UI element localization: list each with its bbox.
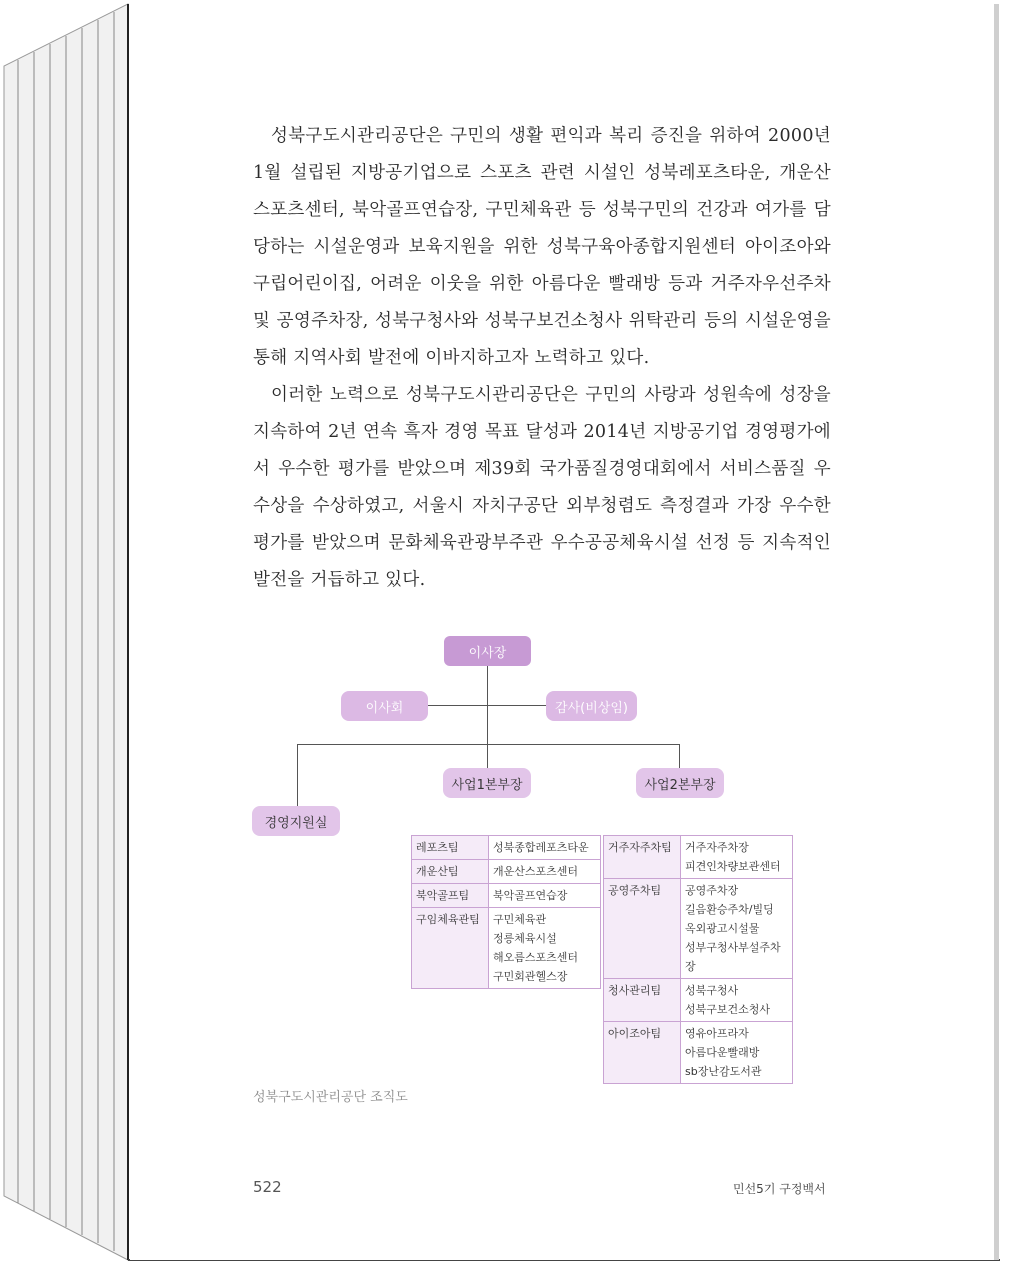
facility-cell: 성북종합레포츠타운 <box>489 836 601 860</box>
facility-item: 영유아프라자 <box>685 1027 749 1040</box>
hq2-box: 사업2본부장 <box>636 768 724 798</box>
facility-item: 정릉체육시설 <box>493 932 557 945</box>
facility-item: 성부구청사부설주차장 <box>685 941 781 973</box>
table-row <box>412 836 601 860</box>
body-paragraph-1: 성북구도시관리공단은 구민의 생활 편익과 복리 증진을 위하여 2000년 1월 설립된 지방공기업으로 스포츠 관련 시설인 성북레포츠타운, 개운산 스포츠센터, 북악골프연습장, 구민체육관 등 성북구민의 건강과 여가를 담당하는 시설운영과 보육지원을 위한 성북구육아종합지원센터 아이조아와 구립어린이집, 어려운 이웃을 위한 아름다운 빨래방 등과 거주자우선주차 및 공영주차장, 성북구청사와 성북구보건소청사 위탁관리 등의 시설운영을 통해 지역사회 발전에 이바지하고자 노력하고 있다. <box>253 126 831 368</box>
team-cell: 거주자주차팀 <box>604 836 681 879</box>
auditor-box: 감사(비상임) <box>546 691 637 721</box>
facility-cell <box>681 979 793 1022</box>
facility-cell: 북악골프연습장 <box>489 884 601 908</box>
team-cell: 북악골프팀 <box>412 884 489 908</box>
facility-item: 옥외광고시설물 <box>685 922 760 935</box>
team-cell: 아이조아팀 <box>604 1022 681 1084</box>
table-row <box>604 1022 793 1084</box>
facility-cell <box>681 1022 793 1084</box>
connector-branch-horizontal <box>297 744 680 745</box>
team-cell: 공영주차팀 <box>604 879 681 979</box>
facility-item: 아름다운빨래방 <box>685 1046 760 1059</box>
body-paragraph-2: 이러한 노력으로 성북구도시관리공단은 구민의 사랑과 성원속에 성장을 지속하여 2년 연속 흑자 경영 목표 달성과 2014년 지방공기업 경영평가에서 우수한 평가를 받았으며 제39회 국가품질경영대회에서 서비스품질 우수상을 수상하였고, 서울시 자치구공단 외부청렴도 측정결과 가장 우수한 평가를 받았으며 문화체육관광부주관 우수공공체육시설 선정 등 지속적인 발전을 거듭하고 있다. <box>253 385 831 590</box>
facility-item: 길음환승주차/빌딩 <box>685 903 774 916</box>
facility-item: sb장난감도서관 <box>685 1065 762 1078</box>
facility-cell: 개운산스포츠센터 <box>489 860 601 884</box>
team-cell: 레포츠팀 <box>412 836 489 860</box>
facility-cell <box>489 908 601 989</box>
connector-chairman-vertical <box>487 665 488 769</box>
facility-item: 구민체육관 <box>493 913 547 926</box>
hq2-teams-table <box>603 835 793 1084</box>
running-head: 민선5기 구정백서 <box>733 1182 826 1196</box>
facility-item: 해오름스포츠센터 <box>493 951 579 964</box>
facility-item: 공영주차장 <box>685 884 739 897</box>
facility-item: 구민회관헬스장 <box>493 970 568 983</box>
facility-item: 성북구청사 <box>685 984 739 997</box>
team-cell: 개운산팀 <box>412 860 489 884</box>
board-box: 이사회 <box>341 691 428 721</box>
support-office-box: 경영지원실 <box>252 806 340 836</box>
table-row <box>412 908 601 989</box>
hq1-box: 사업1본부장 <box>443 768 531 798</box>
table-row <box>604 879 793 979</box>
table-row <box>412 860 601 884</box>
page-number: 522 <box>253 1178 282 1196</box>
connector-support-vertical <box>297 744 298 808</box>
figure-caption: 성북구도시관리공단 조직도 <box>253 1090 408 1105</box>
table-row <box>604 979 793 1022</box>
facility-item: 피견인차량보관센터 <box>685 860 781 873</box>
facility-cell <box>681 879 793 979</box>
connector-board-auditor <box>428 705 546 706</box>
facility-cell <box>681 836 793 879</box>
chairman-box: 이사장 <box>444 636 531 666</box>
table-row <box>412 884 601 908</box>
facility-item: 거주자주차장 <box>685 841 749 854</box>
facility-item: 성북구보건소청사 <box>685 1003 771 1016</box>
connector-hq2-vertical <box>679 744 680 769</box>
team-cell: 청사관리팀 <box>604 979 681 1022</box>
team-cell: 구임체육관팀 <box>412 908 489 989</box>
table-row <box>604 836 793 879</box>
hq1-teams-table <box>411 835 601 989</box>
